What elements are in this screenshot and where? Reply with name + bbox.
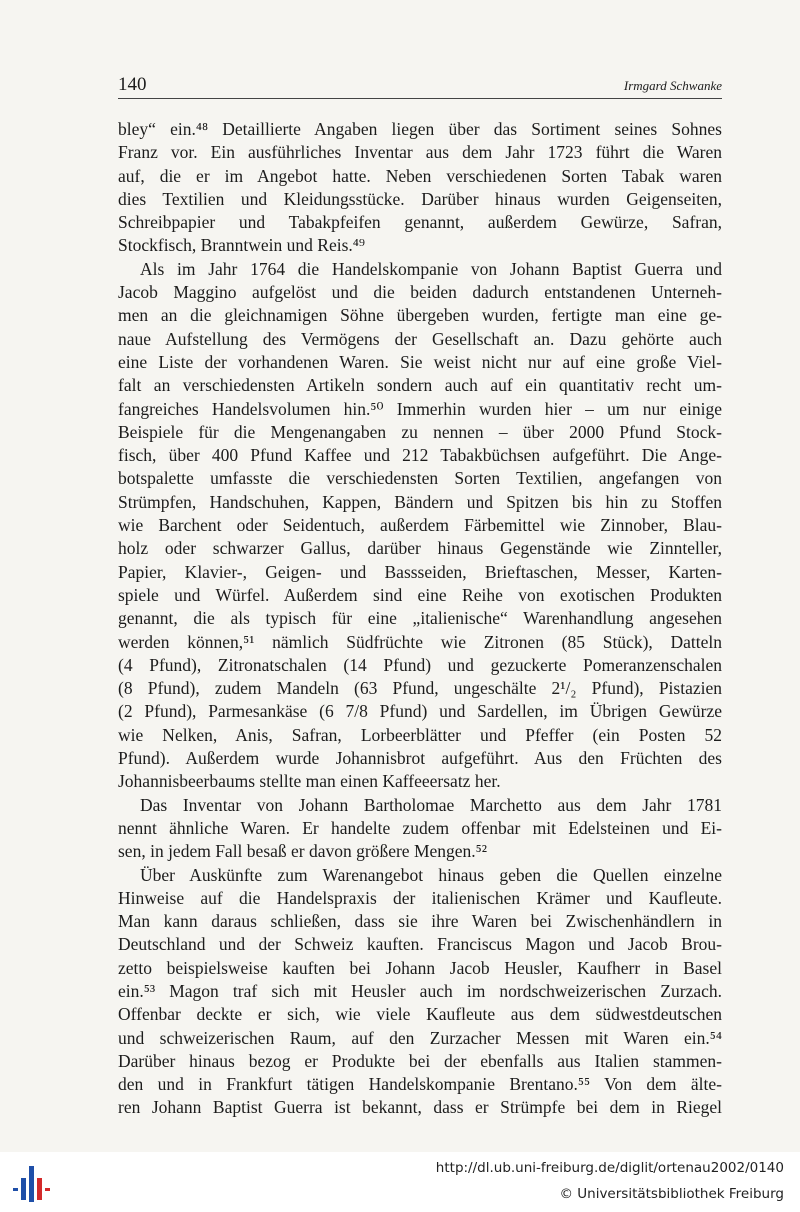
- permalink-link[interactable]: http://dl.ub.uni-freiburg.de/diglit/ortenau2002/0140: [435, 1160, 784, 1176]
- body-text: [118, 118, 722, 1120]
- text-line: Papier, Klavier-, Geigen- und Bassseiden, Brieftaschen, Messer, Karten-: [118, 561, 722, 582]
- text-line: holz oder schwarzer Gallus, darüber hinaus Gegenstände wie Zinnteller,: [118, 538, 722, 559]
- text-line: nennt ähnliche Waren. Er handelte zudem offenbar mit Edelsteinen und Ei-: [118, 817, 722, 838]
- text-line: wie Nelken, Anis, Safran, Lorbeerblätter und Pfeffer (ein Posten 52: [118, 724, 722, 745]
- text-line: und schweizerischen Raum, auf den Zurzacher Messen mit Waren ein.⁵⁴: [118, 1027, 722, 1048]
- text-line: Als im Jahr 1764 die Handelskompanie von Johann Baptist Guerra und: [140, 258, 722, 279]
- text-line: wie Barchent oder Seidentuch, außerdem Färbemittel wie Zinnober, Blau-: [118, 515, 722, 536]
- text-line: Beispiele für die Mengenangaben zu nennen – über 2000 Pfund Stock-: [118, 421, 722, 442]
- text-line: Man kann daraus schließen, dass sie ihre Waren bei Zwischenhändlern in: [118, 911, 722, 932]
- viewer-footer: [0, 1152, 800, 1212]
- text-line: fangreiches Handelsvolumen hin.⁵⁰ Immerhin wurden hier – um nur einige: [118, 398, 722, 419]
- text-line: genannt, die als typisch für eine „italienische“ Warenhandlung angesehen: [118, 608, 722, 629]
- text-line: Über Auskünfte zum Warenangebot hinaus geben die Quellen einzelne: [140, 864, 722, 885]
- text-line: sen, in jedem Fall besaß er davon größere Mengen.⁵²: [118, 841, 488, 862]
- text-line: ren Johann Baptist Guerra ist bekannt, dass er Strümpfe bei dem in Riegel: [118, 1097, 722, 1118]
- text-line: men an die gleichnamigen Söhne übergeben wurden, fertigte man eine ge-: [118, 305, 722, 326]
- library-logo-icon: [10, 1164, 52, 1204]
- text-line: zetto beispielsweise kauften bei Johann Jacob Heusler, Kaufherr in Basel: [118, 957, 722, 978]
- text-line: dies Textilien und Kleidungsstücke. Darüber hinaus wurden Geigenseiten,: [118, 188, 722, 209]
- text-line: Johannisbeerbaums stellte man einen Kaffeeersatz her.: [118, 771, 501, 792]
- text-line: naue Aufstellung des Vermögens der Gesellschaft an. Dazu gehörte auch: [118, 328, 722, 349]
- text-line: Darüber hinaus bezog er Produkte bei der ebenfalls aus Italien stammen-: [118, 1050, 722, 1071]
- page-header: [118, 74, 722, 99]
- text-line: Offenbar deckte er sich, wie viele Kaufleute aus dem südwestdeutschen: [118, 1004, 722, 1025]
- text-line: (8 Pfund), zudem Mandeln (63 Pfund, ungeschälte 2¹/₂ Pfund), Pistazien: [118, 678, 722, 699]
- text-line: ein.⁵³ Magon traf sich mit Heusler auch im nordschweizerischen Zurzach.: [118, 980, 722, 1001]
- text-line: Stockfisch, Branntwein und Reis.⁴⁹: [118, 235, 365, 256]
- text-line: spiele und Würfel. Außerdem sind eine Reihe von exotischen Produkten: [118, 584, 722, 605]
- text-line: fisch, über 400 Pfund Kaffee und 212 Tabakbüchsen aufgeführt. Die Ange-: [118, 445, 722, 466]
- text-line: auf, die er im Angebot hatte. Neben verschiedenen Sorten Tabak waren: [118, 165, 722, 186]
- copyright-notice: © Universitätsbibliothek Freiburg: [559, 1186, 784, 1202]
- running-head: Irmgard Schwanke: [623, 78, 722, 93]
- text-line: den und in Frankfurt tätigen Handelskompanie Brentano.⁵⁵ Von dem älte-: [118, 1074, 722, 1095]
- text-line: (2 Pfund), Parmesankäse (6 7/8 Pfund) und Sardellen, im Übrigen Gewürze: [118, 701, 722, 722]
- text-line: Pfund). Außerdem wurde Johannisbrot aufgeführt. Aus den Früchten des: [118, 748, 722, 769]
- text-line: (4 Pfund), Zitronatschalen (14 Pfund) und gezuckerte Pomeranzenschalen: [118, 654, 722, 675]
- text-line: Schreibpapier und Tabakpfeifen genannt, außerdem Gewürze, Safran,: [118, 212, 722, 233]
- text-line: Strümpfen, Handschuhen, Kappen, Bändern und Spitzen bis hin zu Stoffen: [118, 491, 722, 512]
- text-line: Das Inventar von Johann Bartholomae Marchetto aus dem Jahr 1781: [140, 794, 722, 815]
- page-number: 140: [118, 74, 147, 95]
- text-line: Hinweise auf die Handelspraxis der italienischen Krämer und Kaufleute.: [118, 887, 722, 908]
- text-line: Jacob Maggino aufgelöst und die beiden dadurch entstandenen Unterneh-: [118, 282, 722, 303]
- text-line: botspalette umfasste die verschiedensten Sorten Textilien, angefangen von: [118, 468, 722, 489]
- text-line: werden können,⁵¹ nämlich Südfrüchte wie Zitronen (85 Stück), Datteln: [118, 631, 722, 652]
- text-line: Deutschland und der Schweiz kauften. Franciscus Magon und Jacob Brou-: [118, 934, 722, 955]
- text-line: falt an verschiedensten Artikeln sondern auch auf ein quantitativ recht um-: [118, 375, 722, 396]
- text-line: bley“ ein.⁴⁸ Detaillierte Angaben liegen über das Sortiment seines Sohnes: [118, 119, 722, 139]
- text-line: Franz vor. Ein ausführliches Inventar aus dem Jahr 1723 führt die Waren: [118, 142, 722, 163]
- text-line: eine Liste der vorhandenen Waren. Sie weist nicht nur auf eine große Viel-: [118, 351, 722, 372]
